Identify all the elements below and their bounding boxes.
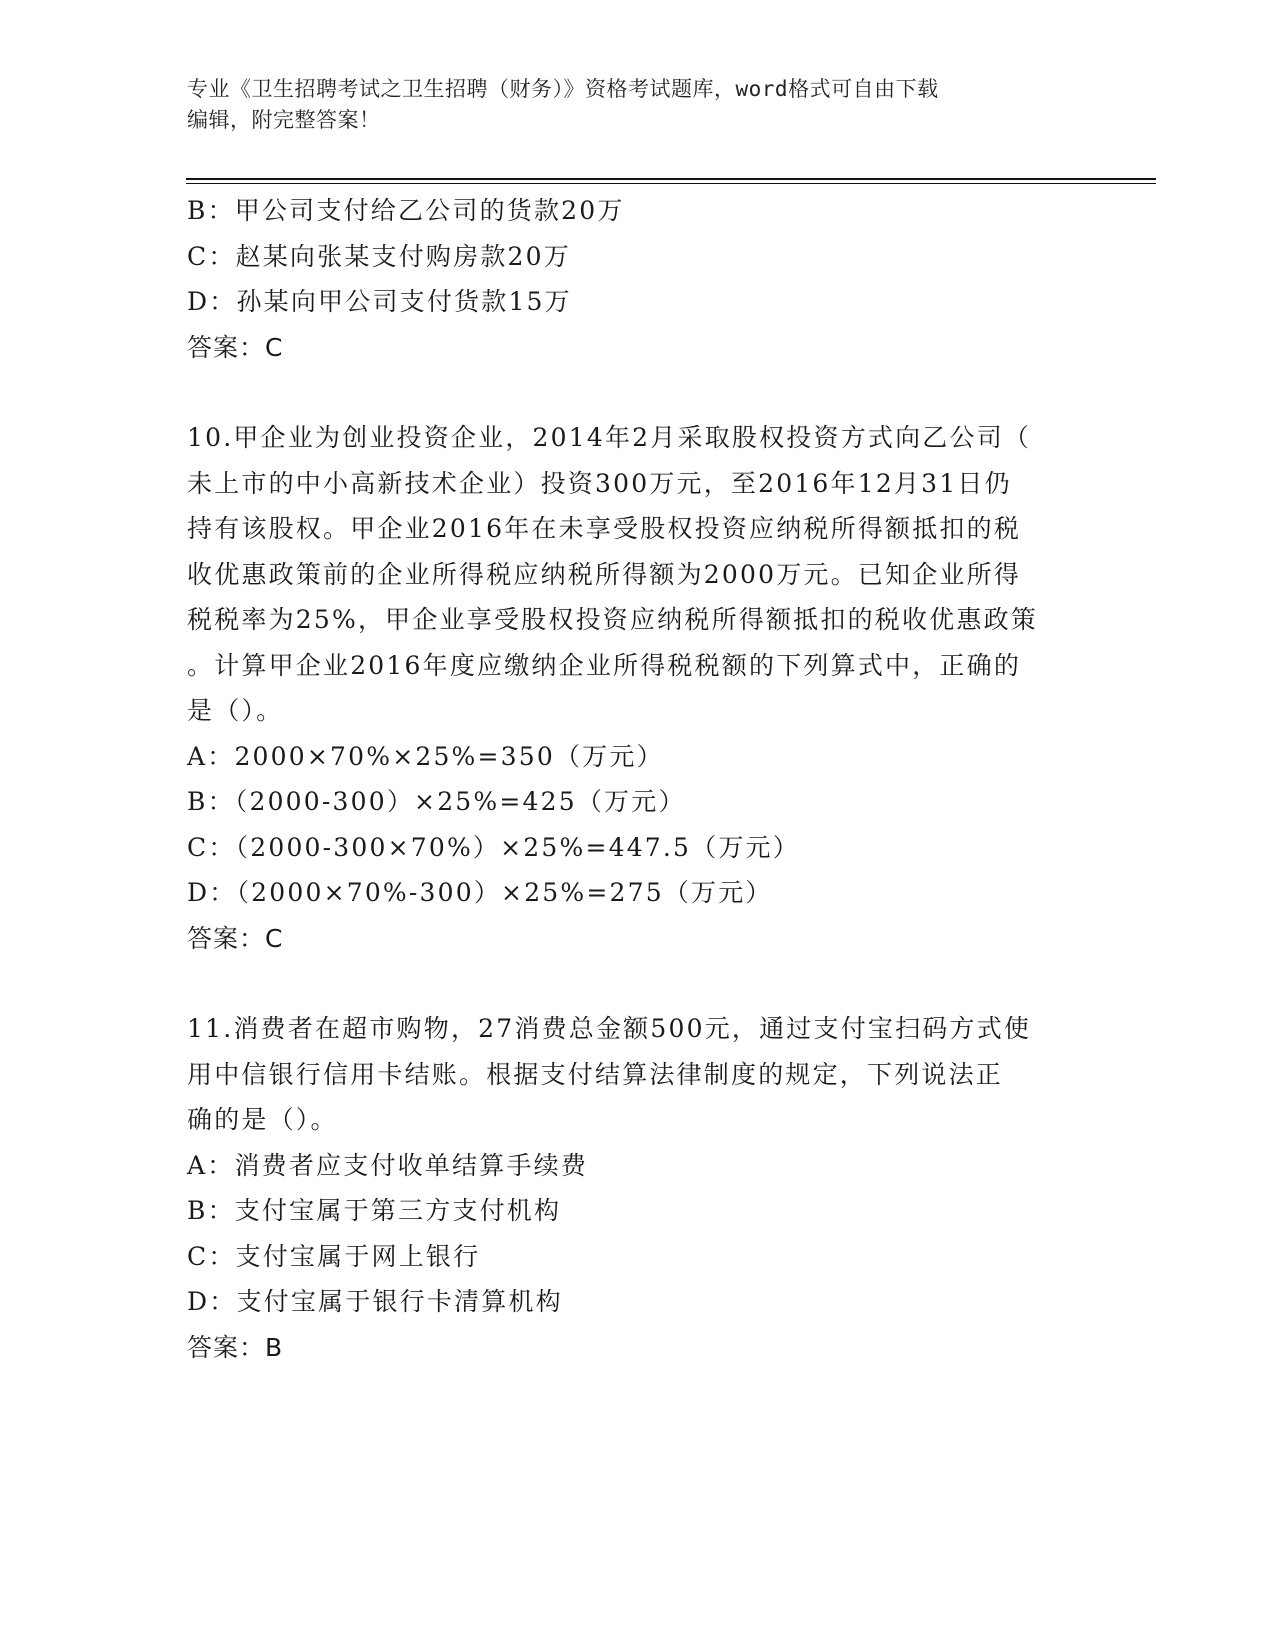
question-10 [187, 415, 1087, 961]
option-c: C：（2000-300×70%）×25%=447.5（万元） [187, 832, 800, 862]
question-stem-line: 10.甲企业为创业投资企业，2014年2月采取股权投资方式向乙公司（ [187, 423, 1032, 452]
question-stem-line: 持有该股权。甲企业2016年在未享受股权投资应纳税所得额抵扣的税 [187, 514, 1022, 543]
question-stem-line: 是（）。 [187, 696, 284, 725]
question-stem-line: 确的是（）。 [187, 1105, 338, 1134]
option-b: B：支付宝属于第三方支付机构 [187, 1196, 562, 1225]
header-line-2: 编辑，附完整答案！ [187, 108, 381, 132]
option-d: D：支付宝属于银行卡清算机构 [187, 1287, 563, 1316]
question-stem-line: 未上市的中小高新技术企业）投资300万元，至2016年12月31日仍 [187, 468, 1012, 498]
question-11 [187, 1006, 1087, 1370]
question-stem-line: 税税率为25%，甲企业享受股权投资应纳税所得额抵扣的税收优惠政策 [187, 605, 1038, 634]
option-a: A：消费者应支付收单结算手续费 [187, 1150, 589, 1180]
question-stem-line: 收优惠政策前的企业所得税应纳税所得额为2000万元。已知企业所得 [187, 559, 1022, 589]
header-divider-thick [186, 178, 1156, 180]
option-c: C：支付宝属于网上银行 [187, 1241, 481, 1271]
option-a: A：2000×70%×25%=350（万元） [187, 741, 664, 771]
option-b: B：甲公司支付给乙公司的货款20万 [187, 196, 625, 225]
question-stem-line: 。计算甲企业2016年度应缴纳企业所得税税额的下列算式中，正确的 [187, 650, 1022, 680]
document-header [187, 74, 1067, 136]
option-d: D：（2000×70%-300）×25%=275（万元） [187, 878, 773, 907]
question-content [187, 188, 1087, 1370]
question-stem-line: 11.消费者在超市购物，27消费总金额500元，通过支付宝扫码方式使 [187, 1014, 1032, 1043]
answer: 答案：C [187, 332, 284, 362]
header-divider-thin [186, 183, 1156, 184]
option-b: B：（2000-300）×25%=425（万元） [187, 787, 686, 816]
option-d: D：孙某向甲公司支付货款15万 [187, 287, 572, 316]
header-line-1: 专业《卫生招聘考试之卫生招聘（财务）》资格考试题库，word格式可自由下载 [187, 77, 939, 101]
answer: 答案：C [187, 923, 284, 953]
option-c: C：赵某向张某支付购房款20万 [187, 241, 571, 271]
question-stem-line: 用中信银行信用卡结账。根据支付结算法律制度的规定，下列说法正 [187, 1059, 1004, 1089]
answer: 答案：B [187, 1332, 284, 1362]
question-9 [187, 188, 1087, 370]
